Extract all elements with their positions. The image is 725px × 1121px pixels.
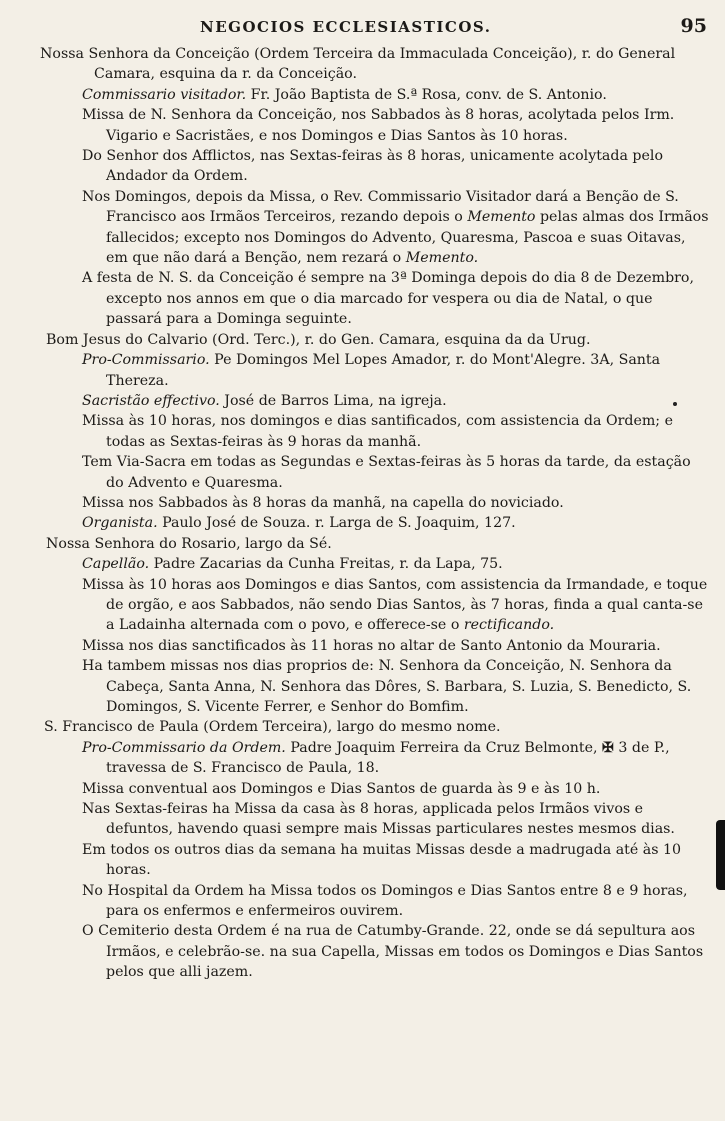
print-speck (673, 402, 677, 406)
entry-text: 3 de P., travessa de S. Francisco de Paula, 18. (106, 739, 670, 777)
entry-text: Padre Zacarias da Cunha Freitas, r. da Lapa, 75. (149, 556, 503, 573)
italic-label: Pro-Commissario da Ordem. (82, 739, 286, 756)
entry-paragraph (0, 779, 725, 799)
italic-label: Organista. (82, 515, 158, 532)
church-heading (0, 717, 725, 737)
entry-paragraph (0, 105, 725, 146)
entry-paragraph (0, 738, 725, 779)
entry-text: Paulo José de Souza. r. Larga de S. Joaquim, 127. (157, 515, 516, 532)
italic-label: Commissario visitador. (82, 86, 247, 103)
italic-label: Sacristão effectivo. (82, 392, 220, 409)
church-heading (0, 534, 725, 554)
entry-paragraph (0, 840, 725, 881)
entry-paragraph (0, 411, 725, 452)
church-heading (0, 330, 725, 350)
entry-paragraph (0, 881, 725, 922)
entry-text: S. Francisco de Paula (Ordem Terceira), largo do mesmo nome. (44, 719, 501, 736)
entry-text: pelas almas dos Irmãos fallecidos; excepto nos Domingos do Advento, Quaresma, Pascoa e suas Oitavas, em que não dará a Benção, nem rezará o (106, 209, 709, 267)
entry-text: A festa de N. S. da Conceição é sempre na 3ª Dominga depois do dia 8 de Dezembro, excepto nos annos em que o dia marcado for vespera ou dia de Natal, o que passará para a Dominga seguinte. (82, 270, 694, 328)
italic-label: rectificando. (463, 617, 555, 634)
entry-paragraph (0, 554, 725, 574)
entry-text: José de Barros Lima, na igreja. (219, 392, 447, 409)
entry-text: Missa nos dias sanctificados às 11 horas no altar de Santo Antonio da Mouraria. (82, 637, 661, 654)
entry-paragraph (0, 452, 725, 493)
italic-label: Memento (467, 209, 536, 226)
italic-label: Pro-Commissario. (82, 352, 210, 369)
entry-text: Ha tambem missas nos dias proprios de: N. Senhora da Conceição, N. Senhora da Cabeça, Santa Anna, N. Senhora das Dôres, S. Barbara, S. Luzia, S. Benedicto, S. Domingos, S. Vicente Ferrer, e Senhor do Bomfim. (82, 658, 692, 715)
entry-text: Missa nos Sabbados às 8 horas da manhã, na capella do noviciado. (82, 494, 564, 511)
italic-label: Memento. (405, 250, 479, 267)
entry-paragraph (0, 146, 725, 187)
entry-text: Nossa Senhora da Conceição (Ordem Terceira da Immaculada Conceição), r. do General Camara, esquina da r. da Conceição. (40, 46, 676, 83)
entry-text: Bom Jesus do Calvario (Ord. Terc.), r. do Gen. Camara, esquina da da Urug. (46, 331, 591, 348)
entry-text: Missa de N. Senhora da Conceição, nos Sabbados às 8 horas, acolytada pelos Irm. Vigario e Sacristães, e nos Domingos e Dias Santos às 10 horas. (82, 107, 675, 144)
entry-paragraph (0, 268, 725, 329)
entry-text: Missa às 10 horas aos Domingos e dias Santos, com assistencia da Irmandade, e toque de orgão, e aos Sabbados, não sendo Dias Santos, às 7 horas, finda a qual canta-se a Ladainha alternada com o povo, e offerece-se o (82, 576, 708, 634)
running-title: NEGOCIOS ECCLESIASTICOS. (200, 18, 492, 36)
entry-paragraph (0, 85, 725, 105)
entry-text: Tem Via-Sacra em todas as Segundas e Sextas-feiras às 5 horas da tarde, da estação do Advento e Quaresma. (82, 454, 691, 491)
entry-paragraph (0, 636, 725, 656)
entry-paragraph (0, 493, 725, 513)
italic-label: Capellão. (82, 556, 150, 573)
entry-text: Nas Sextas-feiras ha Missa da casa às 8 horas, applicada pelos Irmãos vivos e defuntos, havendo quasi sempre mais Missas particulares nestes mesmos dias. (82, 801, 675, 838)
entry-paragraph (0, 656, 725, 717)
entry-text: Pe Domingos Mel Lopes Amador, r. do Mont'Alegre. 3A, Santa Thereza. (106, 352, 661, 389)
page-body (0, 44, 725, 983)
entry-paragraph (0, 575, 725, 636)
page-number: 95 (680, 15, 707, 37)
entry-paragraph (0, 513, 725, 533)
church-heading (0, 44, 725, 85)
entry-text: Em todos os outros dias da semana ha muitas Missas desde a madrugada até às 10 horas. (82, 841, 682, 879)
entry-text: Do Senhor dos Afflictos, nas Sextas-feiras às 8 horas, unicamente acolytada pelo Andador da Ordem. (82, 148, 663, 185)
entry-text: O Cemiterio desta Ordem é na rua de Catumby-Grande. 22, onde se dá sepultura aos Irmãos, e celebrão-se. na sua Capella, Missas em todos os Domingos e Dias Santos pelos que alli jazem. (82, 923, 704, 981)
page-edge-mark (716, 820, 725, 890)
entry-paragraph (0, 799, 725, 840)
page-header (0, 14, 725, 42)
entry-paragraph (0, 350, 725, 391)
entry-text: Nossa Senhora do Rosario, largo da Sé. (46, 535, 332, 552)
entry-paragraph (0, 187, 725, 269)
entry-text: No Hospital da Ordem ha Missa todos os Domingos e Dias Santos entre 8 e 9 horas, para os enfermos e enfermeiros ouvirem. (82, 882, 688, 920)
entry-paragraph (0, 921, 725, 982)
entry-text: Missa conventual aos Domingos e Dias Santos de guarda às 9 e às 10 h. (82, 780, 601, 797)
cross-symbol: ✠ (602, 739, 614, 756)
entry-text: Missa às 10 horas, nos domingos e dias santificados, com assistencia da Ordem; e todas as Sextas-feiras às 9 horas da manhã. (82, 413, 673, 450)
entry-text: Padre Joaquim Ferreira da Cruz Belmonte, (285, 739, 602, 756)
entry-text: Nos Domingos, depois da Missa, o Rev. Commissario Visitador dará a Benção de S. Francisco aos Irmãos Terceiros, rezando depois o (82, 188, 679, 226)
entry-text: Fr. João Baptista de S.ª Rosa, conv. de S. Antonio. (246, 86, 607, 103)
entry-paragraph (0, 391, 725, 411)
